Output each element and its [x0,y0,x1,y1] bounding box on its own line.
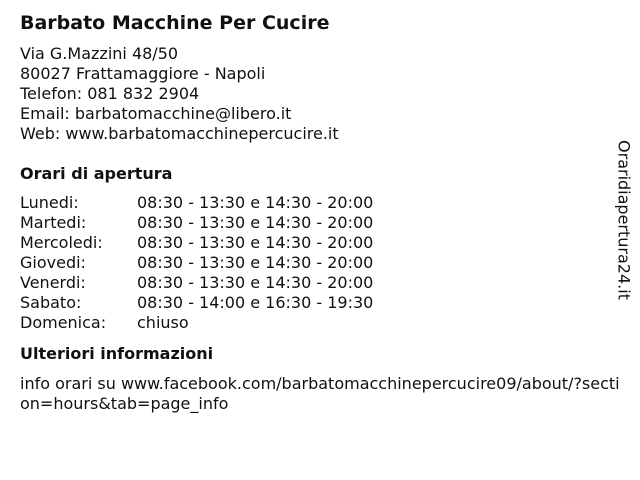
hours-row-friday [20,273,373,293]
time-range: 08:30 - 13:30 e 14:30 - 20:00 [137,213,374,232]
hours-row-thursday [20,253,373,273]
more-info-text: info orari su www.facebook.com/barbatomacchinepercucire09/about/?section=hours&tab=page_info [20,374,620,413]
street-address: Via G.Mazzini 48/50 [20,44,179,63]
day-label: Lunedi: [20,193,79,212]
day-label: Domenica: [20,313,107,332]
phone-number: Telefon: 081 832 2904 [20,84,200,103]
site-watermark: Oraridiapertura24.it [614,140,634,300]
time-range: 08:30 - 13:30 e 14:30 - 20:00 [137,233,374,252]
city-address: 80027 Frattamaggiore - Napoli [20,64,266,83]
day-label: Martedi: [20,213,87,232]
business-card [20,10,620,414]
time-range: 08:30 - 13:30 e 14:30 - 20:00 [137,273,374,292]
business-name: Barbato Macchine Per Cucire [20,12,330,34]
day-label: Venerdi: [20,273,86,292]
hours-row-saturday [20,293,373,313]
time-range: 08:30 - 13:30 e 14:30 - 20:00 [137,193,374,212]
day-label: Sabato: [20,293,82,312]
time-range: 08:30 - 13:30 e 14:30 - 20:00 [137,253,374,272]
hours-row-sunday [20,313,373,333]
hours-row-wednesday [20,233,373,253]
hours-row-monday [20,193,373,213]
day-label: Mercoledi: [20,233,103,252]
email-address: Email: barbatomacchine@libero.it [20,104,292,123]
hours-row-tuesday [20,213,373,233]
opening-hours-table [20,193,373,333]
more-info-heading: Ulteriori informazioni [20,344,214,363]
time-range: 08:30 - 14:00 e 16:30 - 19:30 [137,293,374,312]
day-label: Giovedi: [20,253,86,272]
time-range: chiuso [137,313,189,332]
website: Web: www.barbatomacchinepercucire.it [20,124,339,143]
contact-block [20,44,610,144]
opening-hours-heading: Orari di apertura [20,164,173,183]
